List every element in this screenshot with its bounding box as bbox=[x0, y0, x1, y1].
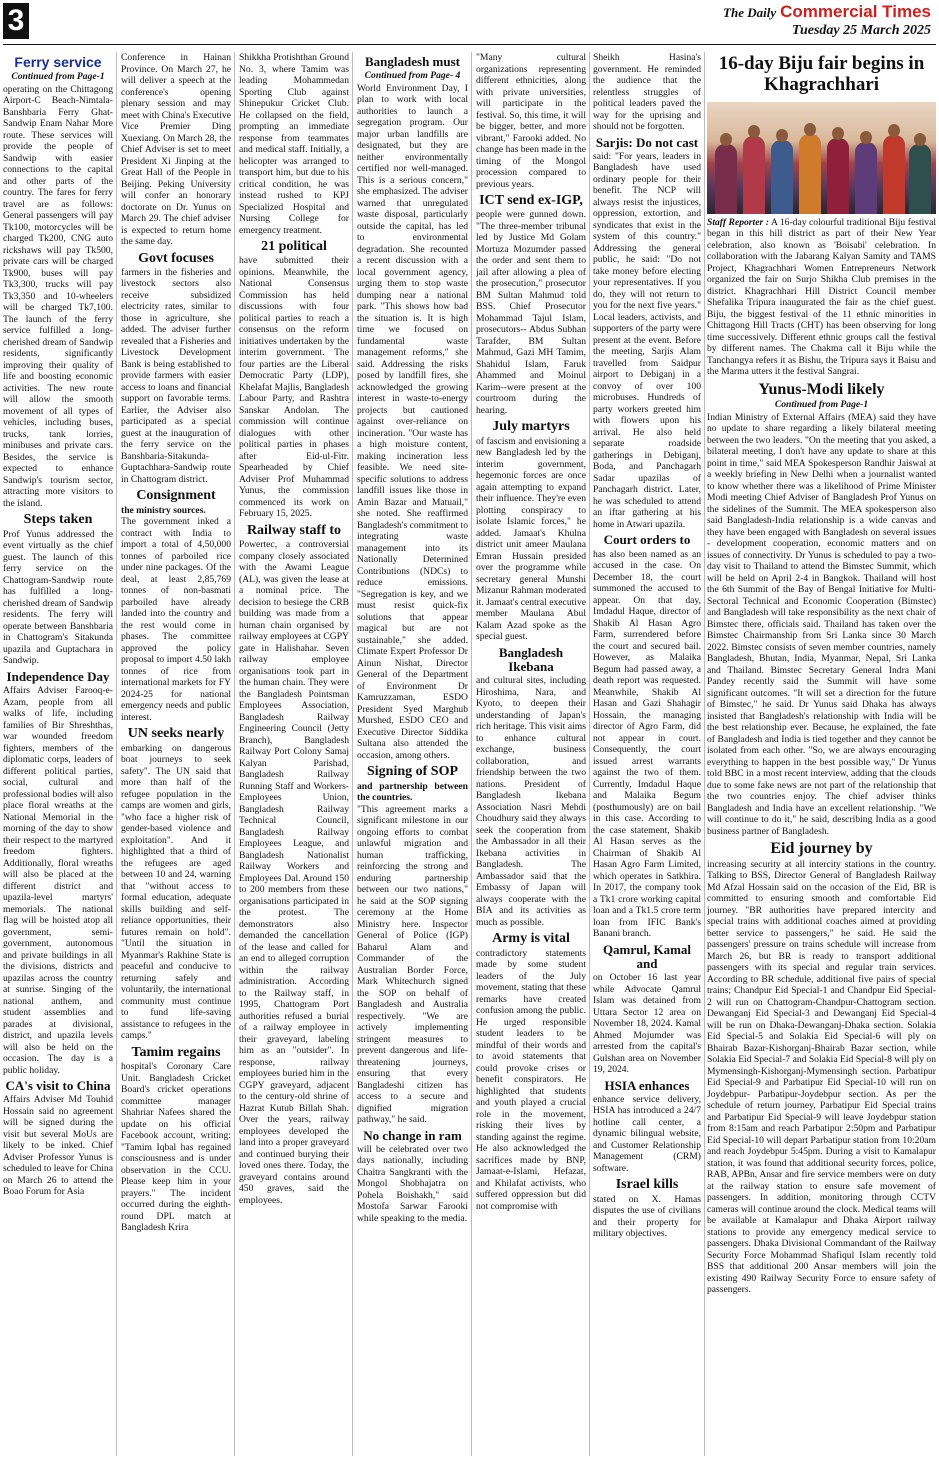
continued-label: Continued from Page- 4 bbox=[364, 70, 461, 82]
headline-israel: Israel kills bbox=[615, 1177, 679, 1193]
article-body: Prof Yunus addressed the event virtually as the chief guest. The launch of this ferry service on the Chattogram-Sandwip route has fulfilled a long-cherished dream of Sandwip residents. The ferry will operate between Banshbaria in Chattogram's Sitakunda upazila and Guptachara in Sandwip. bbox=[3, 528, 113, 667]
headline-ferry: Ferry service bbox=[14, 54, 102, 70]
page-number: 3 bbox=[3, 3, 29, 39]
column-6 bbox=[593, 52, 701, 1456]
continued-label: Continued from Page-1 bbox=[11, 71, 105, 83]
headline-tamim: Tamim regains bbox=[131, 1044, 221, 1060]
column-5 bbox=[476, 52, 586, 1456]
article-body-text: A 16-day colourful traditional Biju festival began in this hill district as part of their New Year celebration, also known as 'Boisabi' celebration. In collaboration with the Jabarang Kalyan Samity and TAMS Project, Khagrachhari Women Entrepreneurs Network organized the fair on Surjo Shikha Club premises in the district. Khagrachhari Hill District Council member Shefalika Tripura inaugurated the fair as the chief guest. Biju, the biggest festival of the 11 ethnic minorities in Chittagong Hill Tracts (CHT) has been observing for long time successively. Different ethnic groups call the festival by different names. The Chakma call it Biju while the Tanchangya refers it as Bishu, the Tripura says it Baisu and the Marma utters it the festival Sangrai. bbox=[707, 216, 936, 378]
headline-ict: ICT send ex-IGP, bbox=[479, 193, 583, 208]
headline-political: 21 political bbox=[261, 239, 327, 254]
article-body bbox=[707, 217, 936, 378]
column-divider bbox=[116, 52, 117, 1456]
continued-label: Continued from Page-1 bbox=[774, 399, 869, 411]
article-body: Affairs Adviser Md Touhid Hossain said no agreement will be signed during the visit but several MoUs are likely to be inked. Chief Adviser Professor Yunus is scheduled to leave for China on March 26 to attend the Boao Forum for Asia bbox=[3, 1094, 113, 1198]
brand-name: Commercial Times bbox=[780, 2, 931, 21]
masthead bbox=[0, 0, 939, 44]
headline-nochange: No change in ram bbox=[363, 1127, 462, 1143]
column-divider bbox=[352, 52, 353, 1456]
article-body: on October 16 last year while Advocate Qamrul Islam was detained from Uttara Sector 12 area on November 18, 2024. Kamal Ahmed Mojumder was arrested from the capital's Gulshan area on November 19, 2024. bbox=[593, 972, 701, 1076]
article-body: and cultural sites, including Hiroshima, Nara, and Kyoto, to deepen their understanding of Japan's rich heritage. This visit aims to enhance cultural exchange, business collaboration, and friendship between the two nations. President of Bangladesh Ikebana Association Nasri Mehdi Choudhury said they always seek the cooperation from the Ambassador in all their Ikebana activities in Bangladesh. The Ambassador said that the Embassy of Japan will always cooperate with the BIA and its activities as much as possible. bbox=[476, 675, 586, 928]
column-divider bbox=[234, 52, 235, 1456]
article-body: "Many cultural organizations representing different ethnicities, along with private universities, will participate in the festival. So, this time, it will be bigger, better, and more vibrant," Farooki added. No change has been made in the timing of the Mongol procession compared to previous years. bbox=[476, 52, 586, 190]
article-body: stated on X. Hamas disputes the use of civilians and their property for military objectives. bbox=[593, 1193, 701, 1240]
headline-bangladesh-must: Bangladesh must bbox=[365, 54, 460, 69]
article-body: Conference in Hainan Province. On March 27, he will deliver a speech at the conference's opening plenary session and may meet with China's Executive Vice Premier Ding Xuexiang. On March 28, the Chief Adviser is set to meet President Xi Jinping at the Great Hall of the People in Beijing. Peking University will confer an honorary doctorate on Dr. Yunus on March 29. The chief adviser is expected to return home the same day. bbox=[121, 52, 231, 247]
headline-consignment: Consignment bbox=[136, 488, 216, 504]
article-body: Sheikh Hasina's government. He reminded the audience that the relentless struggles of political leaders paved the way for the uprising and should not be forgotten. bbox=[593, 52, 701, 132]
headline-ikebana: Bangladesh Ikebana bbox=[498, 644, 564, 675]
column-divider bbox=[704, 52, 705, 1456]
article-body: farmers in the fisheries and livestock sectors also receive subsidized electricity rates, similar to those in agriculture, she added. The adviser further revealed that a Fisheries and Livestock Development Bank is being established to provide farmers with easier access to loans and financial support on favorable terms. Earlier, the Adviser also participated as a special guest at the inauguration of the ferry service on the Banshbaria-Sitakunda-Guptachhara-Sandwip route in Chattogram district. bbox=[121, 266, 231, 485]
column-1 bbox=[3, 52, 113, 1456]
brand-the: The Daily bbox=[723, 5, 777, 20]
headline-unseeks: UN seeks nearly bbox=[127, 726, 225, 742]
article-lead: and partnership between the countries. bbox=[357, 780, 468, 804]
column-divider bbox=[589, 52, 590, 1456]
article-body: Shikkha Protishthan Ground No. 3, where Tamim was leading Mohammedan Sporting Club against Shinepukur Cricket Club. He collapsed on the field, prompting an immediate response from teammates and medical staff. Initially, a helicopter was arranged to transport him, but due to his critical condition, he was instead rushed to KPJ Specialized Hospital and Nursing College for emergency treatment. bbox=[239, 52, 349, 236]
article-body: people were gunned down. "The three-member tribunal led by Justice Md Golam Mortuza Mozumder passed the order and sent them to jail after allowing a plea of the prosecution," prosecutor BM Sultan Mahmud told BSS. Chief Prosecutor Mohammad Tajul Islam, prosecutors-- Abdus Subhan Tarafder, BM Sultan Mahmud, Gazi MH Tamim, Shahidul Islam, Faruk Ahammed and Moinul Karim--were present at the courtroom during the hearing. bbox=[476, 209, 586, 416]
article-body: have submitted their opinions. Meanwhile, the National Consensus Commission has held discussions with four political parties to reach a consensus on the reform initiatives undertaken by the interim government. The four parties are the Liberal Democratic Party (LDP), Khelafat Majlis, Bangladesh Labour Party, and Rashtra Sanskar Andolan. The commission will continue dialogues with other political parties in phases after Eid-ul-Fitr. Spearheaded by Chief Adviser Prof Muhammad Yunus, the commission commenced its work on February 15, 2025. bbox=[239, 255, 349, 520]
headline-modi: Yunus-Modi likely bbox=[758, 380, 885, 398]
headline-army: Army is vital bbox=[492, 931, 570, 947]
headline-china: CA's visit to China bbox=[5, 1078, 111, 1094]
article-body: of fascism and envisioning a new Bangladesh led by the interim government, hegemonic forces are once again attempting to expand their influence. They're even plotting conspiracy to isolate Islamic forces," he added. Jamaat's Khulna district unit ameer Maulana Emran Hussain presided over the programme while secretary general Munshi Mizanur Rahman moderated it. Jamaat's central executive member Maulana Abul Kalam Azad spoke as the special guest. bbox=[476, 435, 586, 643]
headline-eid: Eid journey by bbox=[770, 840, 873, 858]
headline-sop: Signing of SOP bbox=[366, 764, 459, 780]
biju-fair-photo bbox=[707, 102, 936, 214]
headline-hsia: HSIA enhances bbox=[604, 1077, 690, 1093]
article-body: contradictory statements made by some student leaders of the July movement, stating that these remarks have created confusion among the public. He urged responsible student leaders to be mindful of their words and to avoid statements that could provoke crises or benefit conspirators. He highlighted that students and youth played a crucial role in the movement, risking their lives by standing against the regime. He also acknowledged the sacrifices made by BNP, Jamaat-e-Islami, Hefazat, and Khilafat activists, who suffered oppression but did not compromise with bbox=[476, 947, 586, 1212]
article-lead: the ministry sources. bbox=[121, 504, 206, 516]
headline-independence: Independence Day bbox=[6, 668, 110, 684]
article-body: Affairs Adviser Farooq-e-Azam, people from all walks of life, including families of Bir Shreshthas, war wounded freedom fighters, members of the diplomatic corps, leaders of different political parties, social, cultural and professional bodies will also place floral wreaths at the National Memorial in the morning of the day to show their respect to the martyred freedom fighters. Additionally, floral wreaths will also be placed at the different district and upazila-level martyrs' memorials. The national flag will be hoisted atop all government, semi-government, autonomous and private buildings in all the divisions, districts and upazilas across the country at sunrise. Singing of the national anthem, and student assemblies and parades at divisional, district, and upazila levels will also be held on the occasion. The day is a public holiday. bbox=[3, 685, 113, 1076]
article-body: will be celebrated over two days nationally, including Chaitra Sangkranti with the Mongol Shobhajatra on Pohela Boishakh," said Mostofa Sarwar Farooki while speaking to the media. bbox=[357, 1143, 468, 1224]
byline: Staff Reporter : bbox=[707, 216, 769, 228]
headline-qamrul: Qamrul, Kamal and bbox=[602, 941, 692, 971]
headline-july: July martyrs bbox=[492, 419, 570, 435]
column-3 bbox=[239, 52, 349, 1456]
article-body: "This agreement marks a significant milestone in our ongoing efforts to combat unlawful migration and human trafficking, reinforcing the strong and enduring partnership between our two nations," he said at the SOP signing ceremony at the Home Ministry here. Inspector General of Police (IGP) Baharul Alam and Commander of the Australian Border Force, Mark Whitechurch signed the SOP on behalf of Bangladesh and Australia respectively. "We are actively implementing stringent measures to prevent dangerous and life-threatening journeys, ensuring that every Bangladeshi citizen has access to a secure and dignified migration pathway," he said. bbox=[357, 803, 468, 1126]
article-body: operating on the Chittagong Airport-C Beach-Nimtala-Banshbaria Ferry Ghat-Sandwip Enam Nahar More route. These services will provide the people of Sandwip with easier connections to the capital and other parts of the country. The fares for ferry travel are as follows: General passengers will pay Tk100, motorcycles will be charged Tk200, CNG auto rickshaws will pay Tk500, private cars will be charged Tk900, buses will pay Tk3,300, trucks will pay Tk3,350 and 10-wheelers will be charged Tk7,100. The launch of the ferry service fulfilled a long-cherished dream of Sandwip residents, significantly improving their quality of life and boosting economic activities. The new route will allow the smooth movement of all types of vehicles, including buses, trucks, tank lorries, minibuses and private cars. Besides, the service is expected to enhance Sandwip's tourism sector, attracting more visitors to the island. bbox=[3, 83, 113, 509]
article-body: said: "For years, leaders in Bangladesh have used ordinary people for their benefit. The NCP will always resist the injustices, oppression, extortion, and syndicates that exist in the system of this country." Addressing the general public, he said: "Do not take money before electing your representatives. If you do, they will not return to you for the next five years." Local leaders, activists, and supporters of the party were present at the event. Before the meeting, Sarjis Alam travelled from Saidpur airport to Debiganj in a convoy of over 100 microbuses. Hundreds of party workers greeted him with flowers upon his arrival. He also held separate roadside gatherings in Debiganj, Boda, and Panchagarh Sadar upazilas of Panchagarh district. Later, he was scheduled to attend an iftar gathering at his home in Atwari upazila. bbox=[593, 150, 701, 530]
article-body: increasing security at all intercity stations in the country. Talking to BSS, Director General of Bangladesh Railway Md Afzal Hossain said on the occasion of the Eid, BR is committed to ensuring smooth and comfortable Eid journey. "BR authorities have prepared intercity and special trains with additional coaches aimed at providing better service to passengers," he said. He said the passengers' pressure on trains schedule will increase from March 26, but BR is ready to transport additional passengers with its special and regular train services. According to BR schedule, additional five pairs of special trains; Chandpur Eid Special-1 and Chandpur Eid Special-2 will run on Chattogram-Chandpur-Chattogram section. Dewanganj Eid Special-3 and Dewanganj Eid Special-4 will be run on Dhaka-Dewanganj-Dhaka section. Solakia Eid Special-5 and Solakia Eid Special-6 will ply on Bhairab Bazar-Kishorganj-Bhairab Bazar section, while Solakia Eid Special-7 and Solakia Eid Special-8 will ply on Mymensingh-Kishorganj-Mymensingh section. Parbatipur Eid Special-9 and Parbatipur Eid Special-10 will run on Joydebpur- Parbatipur-Joydebpur section. As per the schedule of return journey, Parbatipur Eid Special trains and Parbatipur Eid Special-9 will leave Joydebpur station from 8:15am and reach Parbatipur 2:50pm and Parbatipur Eid Special-10 will depart Parbatipur station from 10:20am and reach Joydebpur 5:45pm. During a visit to Kamalapur station, it was found that additional security forces, police, RAB, APBn, Ansar and fire service members were on duty at the railway station to ensure safe movement of passengers. In addition, monitoring through CCTV cameras will continue around the clock. Medical teams will be available at Kamalapur and Dhaka Airport railway stations to provide any emergency medical service to passengers. Dhaka Divisional Commandant of the Railway Security Force Mohammad Shafiqul Islam recently told BSS that additional 200 Ansar members will join the existing 490 Railway Security Force to ensure safety of passengers. bbox=[707, 858, 936, 1296]
article-body: embarking on dangerous boat journeys to seek safety". The UN said that more than half of the refugee population in the camps are women and girls, "who face a higher risk of gender-based violence and exploitation". And it highlighted that a third of the refugees are aged between 10 and 24, warning that "without access to formal education, adequate skills building and self-reliance opportunities, their futures remain on hold". "Until the situation in Myanmar's Rakhine State is peaceful and conducive to returning safely and voluntarily, the international community must continue to fund life-saving assistance to refugees in the camps." bbox=[121, 742, 231, 1042]
issue-date: Tuesday 25 March 2025 bbox=[791, 23, 931, 38]
headline-govt: Govt focuses bbox=[138, 250, 214, 266]
article-body: The government inked a contract with India to import a total of 4,50,000 tonnes of parboiled rice under nine packages. Of the deal, at least 2,85,769 tonnes of non-basmati parboiled have already landed into the country and the rest would come in phases. The committee approved the policy proposal to import 4.50 lakh tonnes of rice from international markets for FY 2024-25 for national emergency needs and public interest. bbox=[121, 516, 231, 723]
article-body: has also been named as an accused in the case. On December 18, the court summoned the accused to appear. On that day, Imdadul Haque, director of Shakib Al Hasan Agro Farm, surrendered before the court and secured bail. However, as Malaika Begum had passed away, a death report was requested. Meanwhile, Shakib Al Hasan and Gazi Shahagir Hossain, the managing director of Agro Farm, did not appear in court. Consequently, the court issued arrest warrants against the two of them. Currently, Imdadul Haque and Malaika Begum (posthumously) are on bail in this case. According to the case statement, Shakib Al Hasan serves as the Chairman of Shakib Al Hasan Agro Farm Limited, which operates in Satkhira. In 2017, the company took a Tk1 crore working capital loan and a Tk1.5 crore term loan from IFIC Bank's Banani branch. bbox=[593, 548, 701, 940]
headline-court: Court orders to bbox=[603, 532, 691, 548]
article-body: hospital's Coronary Care Unit. Bangladesh Cricket Board's cricket operations committee manager Shahriar Nafees shared the update on his official Facebook account, writing: "Tamim Iqbal has regained consciousness and is under observation in the CCU. Please keep him in your prayers." The incident occurred during the eighth-round DPL match at Bangladesh Krira bbox=[121, 1061, 231, 1234]
article-body: Powertec, a controversial company closely associated with the Awami League (AL), was given the lease at a nominal price. The decision to besiege the CRB building was made from a human chain organised by railway employees at CGPY gate in Halishahar. Seven railway employee organisations took part in the human chain. They were the Bangladesh Pointsman Employees Association, Bangladesh Railway Engineering Council (Jetty Branch), Bangladesh Railway Port Colony Samaj Kalyan Parishad, Bangladesh Railway Running Staff and Workers-Employees Union, Bangladesh Railway Technical Council, Bangladesh Railway Employees League, and Bangladesh Nationalist Railway Workers and Employees Dal. Around 150 to 200 members from these organisations participated in the protest. The demonstrators also demanded the cancellation of the lease and called for an end to alleged corruption within the railway administration. According to the Railway staff, in 1995, Chattogram Port authorities refused a burial of a railway employee in their graveyard, labeling him as an "outsider". In response, railway employees buried him in the CGPY graveyard, adjacent to the century-old shrine of Hazrat Kutub Billah Shah. Over the years, railway employees developed the land into a proper graveyard and continued burying their loved ones there. Today, the graveyard contains around 450 graves, said the employees. bbox=[239, 539, 349, 1206]
headline-steps: Steps taken bbox=[23, 512, 93, 528]
article-body: enhance service delivery, HSIA has introduced a 24/7 hotline call center, a dynamic bilingual website, and Customer Relationship Management (CRM) software. bbox=[593, 1093, 701, 1174]
brand bbox=[723, 2, 931, 39]
masthead-rule bbox=[3, 44, 936, 45]
headline-railway: Railway staff to bbox=[246, 522, 342, 538]
column-4 bbox=[357, 52, 468, 1456]
article-body: World Environment Day, I plan to work with local authorities to launch a segregation program. Our major urban landfills are designated, but they are neither environmentally certified nor well-managed. This is a serious concern," she emphasized. The adviser warned that unregulated waste disposal, particularly outside the capital, has led to environmental degradation. She recounted a recent discussion with a local government agency, urging them to stop waste dumping near a national park. "This shows how bad the situation is. It is high time we focused on fundamental waste management reforms," she said. Addressing the risks posed by landfill fires, she acknowledged the growing interest in waste-to-energy projects but cautioned against over-reliance on incineration. "Our waste has a high moisture content, making incineration less feasible. We need site-specific solutions to address landfill issues like those in Amin Bazar and Matuail," she noted. She reaffirmed Bangladesh's commitment to integrating waste management into its Nationally Determined Contributions (NDCs) to reduce emissions. "Segregation is key, and we must resist quick-fix solutions that appear magical but are not sustainable," she added. Climate Expert Professor Dr Ainun Nishat, Director General of the Department of Environment Dr Kamruzzaman, ESDO President Syed Marghub Murshed, ESDO CEO and Executive Director Siddika Sultana also attended the occasion, among others. bbox=[357, 82, 468, 761]
article-body: Indian Ministry of External Affairs (MEA) said they have no update to share regarding a likely bilateral meeting between the two leaders. "On the meeting that you asked, a bilateral meeting, I don't have any update to share at this point in time," said MEA Spokesperson Randhir Jaiswal at a weekly briefing in New Delhi when a journalist wanted to know whether there was a likelihood of Prime Minister Modi meeting Chief Adviser of Bangladesh Prof Yunus on the sidelines of the Summit. The MEA spokesperson also said Bangladesh-India relationship is a wide canvas and they have been engaged with Bangladesh on several issues - development cooperation, economic matters and on issues of connectivity. Dr Yunus is scheduled to pay a two-day visit to Thailand to attend the Bimstec Summit, which will be held on April 2-4 in Bangkok. Thailand will host the 6th Summit of the Bay of Bengal Initiative for Multi-Sectoral Technical and Economic Cooperation (Bimstec) and Bangladesh will take responsibility as the next chair of Bimstec there, officials said. Thailand has taken over the Bimstec Chairmanship from Sri Lanka since 30 March 2022. Bimstec consists of seven member countries, namely Bangladesh, Bhutan, India, Myanmar, Nepal, Sri Lanka and Thailand. Bimstec Secretary General Indra Mani Pandey recently said the Summit will have some significant outcomes. "It will set a direction for the future of Bimstec," he said. Dr Yunus said Dhaka has always insisted that Bangladesh's relationship with India will be the best relationship ever. Because, he explained, the fate of Bangladesh and India is tied together and they cannot be isolated from each other. "So, we are always encouraging everything to happen in the best possible way," Dr Yunus told BBC in a most recent interview, adding that the clouds due to some fake news are not part of the relationship that the two countries enjoy. The chief adviser thinks Bangladesh and India have an excellent relationship. "We will continue to do it," he said, describing India as a good business partner of Bangladesh. bbox=[707, 411, 936, 837]
headline-biju: 16-day Biju fair begins in Khagrachhari bbox=[718, 53, 925, 95]
column-7 bbox=[707, 52, 936, 1456]
headline-sarjis: Sarjis: Do not cast bbox=[595, 134, 699, 150]
column-divider bbox=[471, 52, 472, 1456]
column-2 bbox=[121, 52, 231, 1456]
